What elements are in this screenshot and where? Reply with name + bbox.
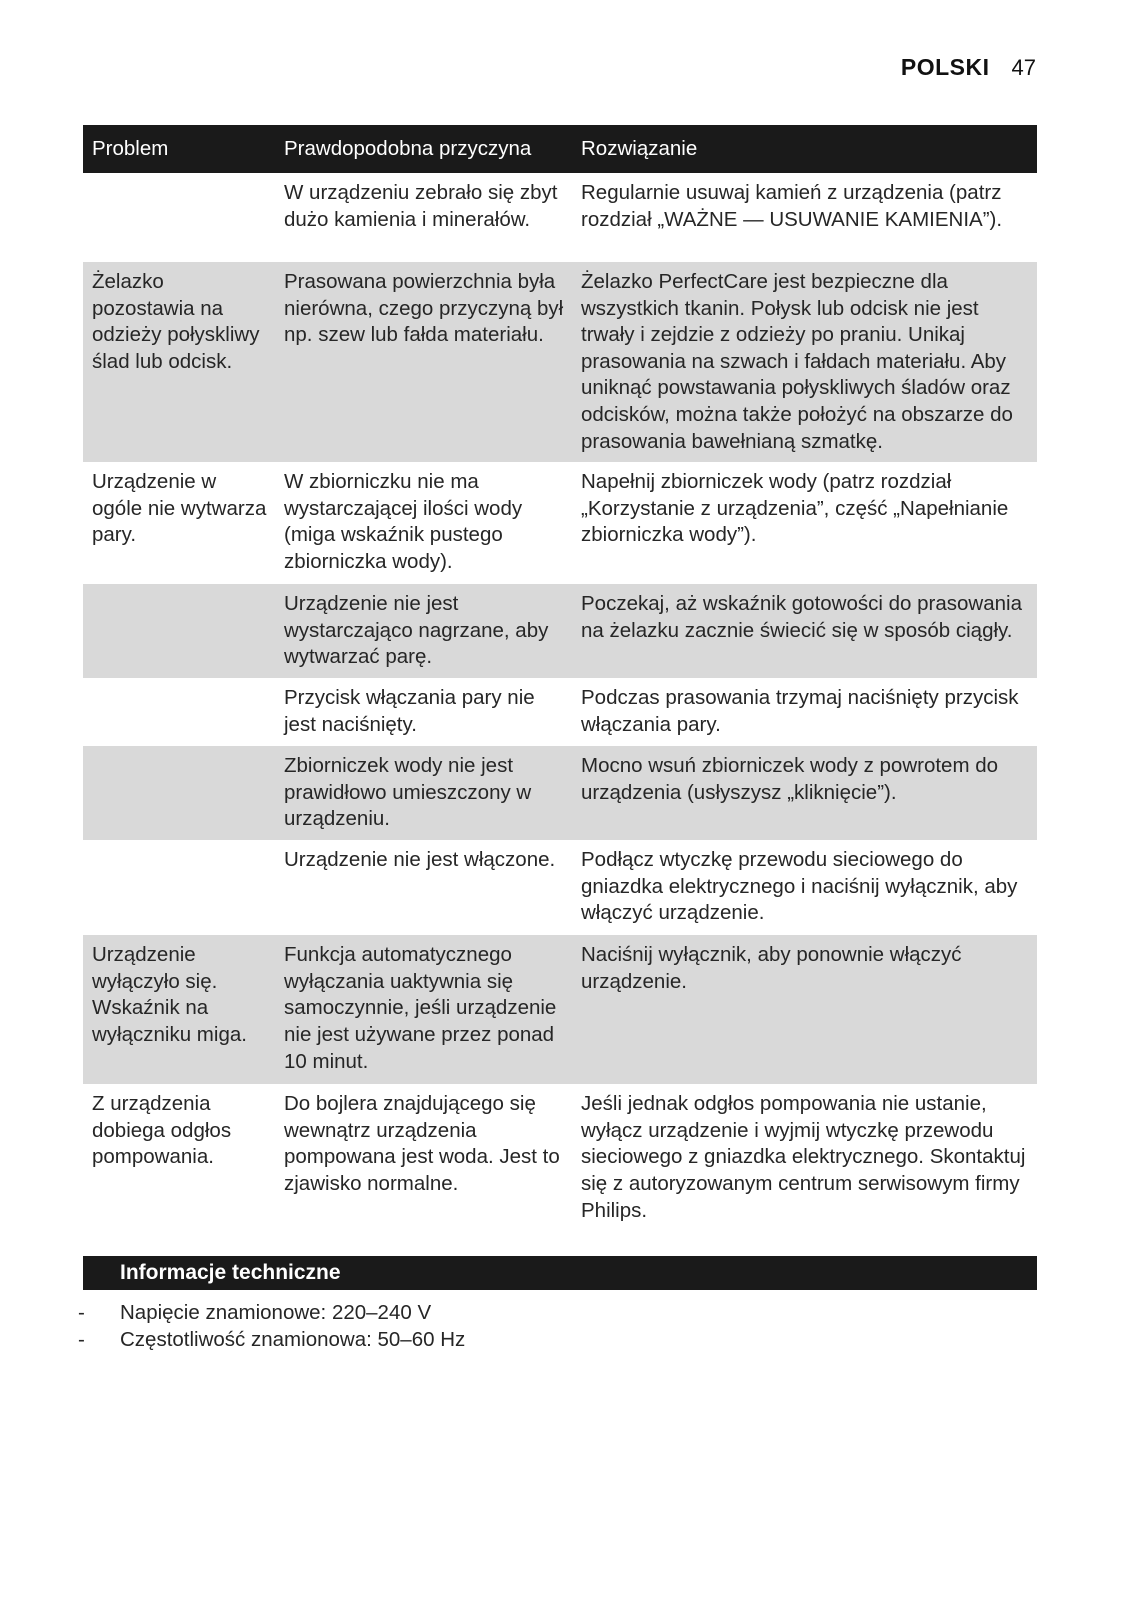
cause-cell: Prasowana powierzchnia była nierówna, czego przyczyną był np. szew lub fałda materiału.	[275, 262, 572, 462]
table-row	[83, 173, 1037, 262]
bullet-dash: -	[78, 1328, 85, 1351]
column-header-solution: Rozwiązanie	[572, 125, 1037, 173]
cause-cell: Do bojlera znajdującego się wewnątrz urządzenia pompowana jest woda. Jest to zjawisko normalne.	[284, 1092, 560, 1195]
solution-cell: Mocno wsuń zbiorniczek wody z powrotem do urządzenia (usłyszysz „kliknięcie”).	[572, 746, 1037, 840]
cause-cell: Funkcja automatycznego wyłączania uaktywnia się samoczynnie, jeśli urządzenie nie jest używane przez ponad 10 minut.	[275, 935, 572, 1084]
solution-cell: Regularnie usuwaj kamień z urządzenia (patrz rozdział „WAŻNE — USUWANIE KAMIENIA”).	[581, 181, 1003, 231]
table-row	[83, 840, 1037, 935]
solution-cell: Żelazko PerfectCare jest bezpieczne dla wszystkich tkanin. Połysk lub odcisk nie jest trwały i zejdzie z odzieży po praniu. Unikaj prasowania na szwach i fałdach materiału. Aby uniknąć powstawania połyskliwych śladów oraz odcisków, można także położyć na obszarze do prasowania bawełnianą szmatkę.	[572, 262, 1037, 462]
problem-cell: Urządzenie w ogóle nie wytwarza pary.	[92, 470, 267, 547]
troubleshooting-table-wrapper	[83, 125, 1037, 1234]
page-number: 47	[1011, 55, 1036, 80]
spec-voltage: Napięcie znamionowe: 220–240 V	[120, 1301, 432, 1324]
problem-cell	[83, 584, 275, 678]
problem-cell: Urządzenie wyłączyło się. Wskaźnik na wyłączniku miga.	[83, 935, 275, 1084]
cause-cell: Urządzenie nie jest włączone.	[284, 848, 556, 872]
section-title: Informacje techniczne	[120, 1261, 341, 1284]
table-row	[83, 462, 1037, 584]
solution-cell: Podłącz wtyczkę przewodu sieciowego do gniazdka elektrycznego i naciśnij wyłącznik, aby włączyć urządzenie.	[581, 848, 1018, 925]
table-row	[83, 678, 1037, 746]
table-row	[83, 746, 1037, 840]
solution-cell: Napełnij zbiorniczek wody (patrz rozdział „Korzystanie z urządzenia”, część „Napełnianie zbiorniczka wody”).	[581, 470, 1009, 547]
page-header	[901, 54, 1036, 81]
table-row	[83, 262, 1037, 462]
solution-cell: Jeśli jednak odgłos pompowania nie ustanie, wyłącz urządzenie i wyjmij wtyczkę przewodu sieciowego z gniazdka elektrycznego. Skontaktuj się z autoryzowanym centrum serwisowym firmy Philips.	[581, 1092, 1026, 1222]
column-header-problem: Problem	[83, 125, 275, 173]
problem-cell	[83, 840, 275, 935]
solution-cell: Naciśnij wyłącznik, aby ponownie włączyć urządzenie.	[572, 935, 1037, 1084]
language-label: POLSKI	[900, 54, 990, 80]
section-heading-technical-info	[83, 1256, 1037, 1290]
column-header-cause: Prawdopodobna przyczyna	[275, 125, 572, 173]
troubleshooting-table	[83, 125, 1037, 1234]
cause-cell: W zbiorniczku nie ma wystarczającej ilości wody (miga wskaźnik pustego zbiorniczka wody).	[284, 470, 523, 573]
table-row	[83, 584, 1037, 678]
cause-cell: Zbiorniczek wody nie jest prawidłowo umieszczony w urządzeniu.	[275, 746, 572, 840]
cause-cell: W urządzeniu zebrało się zbyt dużo kamienia i minerałów.	[284, 181, 558, 231]
problem-cell	[83, 173, 275, 262]
solution-cell: Poczekaj, aż wskaźnik gotowości do prasowania na żelazku zacznie świecić się w sposób ciągły.	[572, 584, 1037, 678]
technical-specs-list	[78, 1299, 465, 1353]
bullet-dash: -	[78, 1301, 85, 1324]
problem-cell: Z urządzenia dobiega odgłos pompowania.	[92, 1092, 232, 1169]
list-item	[78, 1299, 465, 1326]
table-header-row	[83, 125, 1037, 173]
spec-frequency: Częstotliwość znamionowa: 50–60 Hz	[120, 1328, 466, 1351]
problem-cell: Żelazko pozostawia na odzieży połyskliwy ślad lub odcisk.	[83, 262, 275, 462]
table-row	[83, 935, 1037, 1084]
list-item	[78, 1326, 465, 1353]
problem-cell	[83, 678, 275, 746]
table-row	[83, 1084, 1037, 1234]
problem-cell	[83, 746, 275, 840]
cause-cell: Urządzenie nie jest wystarczająco nagrzane, aby wytwarzać parę.	[275, 584, 572, 678]
solution-cell: Podczas prasowania trzymaj naciśnięty przycisk włączania pary.	[581, 686, 1019, 736]
cause-cell: Przycisk włączania pary nie jest naciśnięty.	[284, 686, 535, 736]
